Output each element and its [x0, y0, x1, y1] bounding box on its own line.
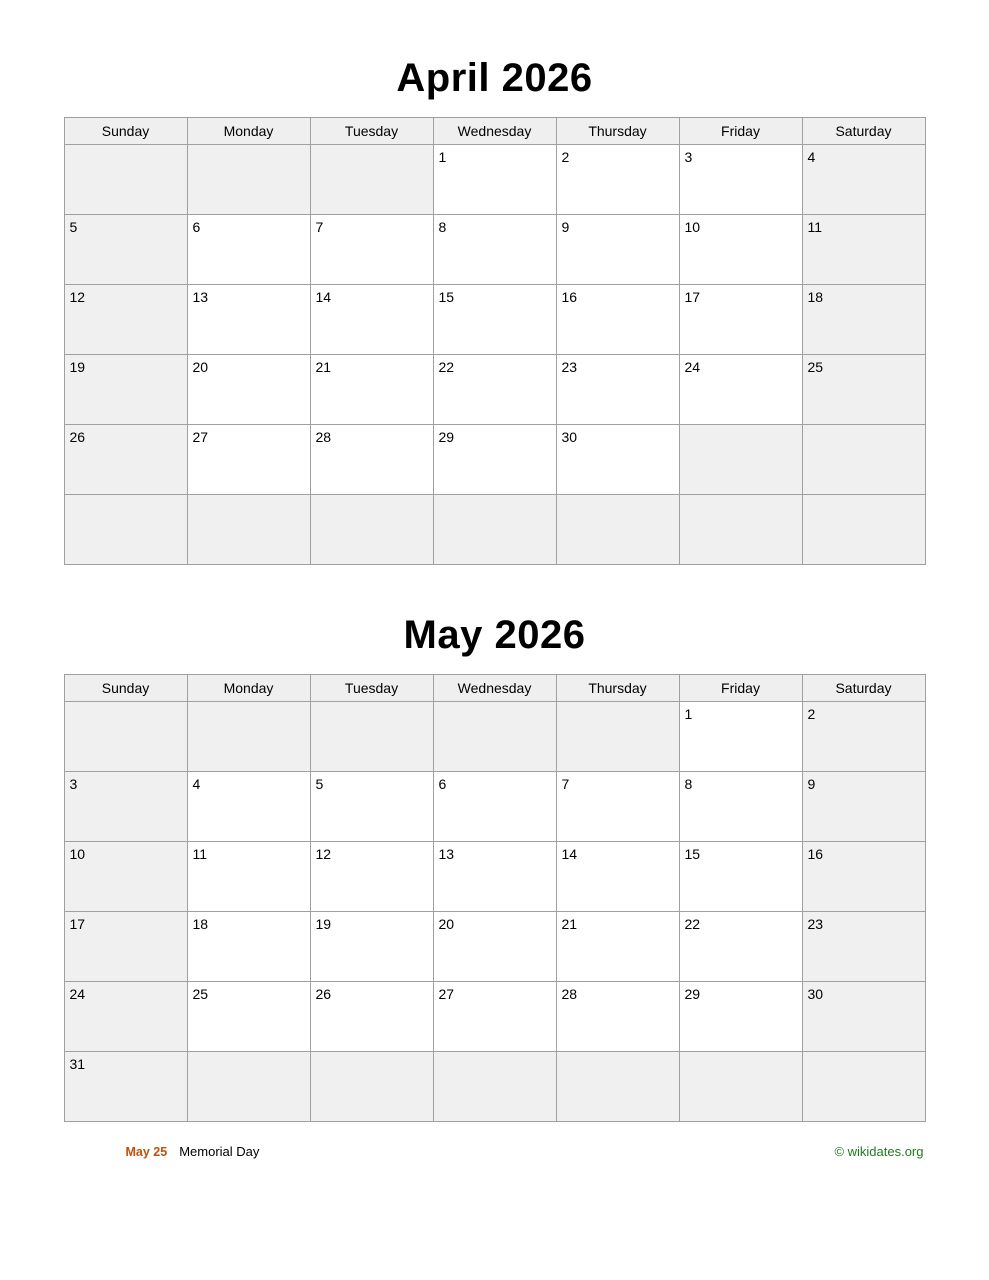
day-cell[interactable]: 6: [187, 215, 310, 285]
week-row: [64, 425, 925, 495]
day-cell[interactable]: 13: [433, 842, 556, 912]
month-block-may: [64, 565, 926, 1122]
calendar-table-may: [64, 674, 926, 1122]
day-cell[interactable]: [310, 1052, 433, 1122]
weekday-header-wednesday: Wednesday: [433, 675, 556, 702]
weekday-header-monday: Monday: [187, 675, 310, 702]
day-cell[interactable]: 21: [556, 912, 679, 982]
day-cell[interactable]: 15: [679, 842, 802, 912]
day-cell[interactable]: 6: [433, 772, 556, 842]
day-cell[interactable]: 26: [310, 982, 433, 1052]
day-cell[interactable]: 10: [679, 215, 802, 285]
day-cell[interactable]: 29: [433, 425, 556, 495]
day-cell[interactable]: 8: [679, 772, 802, 842]
day-cell[interactable]: 5: [310, 772, 433, 842]
day-cell[interactable]: [556, 495, 679, 565]
day-cell[interactable]: [802, 1052, 925, 1122]
day-cell[interactable]: [679, 1052, 802, 1122]
weekday-header-thursday: Thursday: [556, 118, 679, 145]
day-cell[interactable]: 27: [433, 982, 556, 1052]
week-row: [64, 285, 925, 355]
week-row: [64, 772, 925, 842]
day-cell[interactable]: [187, 145, 310, 215]
day-cell[interactable]: [679, 495, 802, 565]
day-cell[interactable]: 17: [679, 285, 802, 355]
day-cell[interactable]: 12: [310, 842, 433, 912]
weekday-header-wednesday: Wednesday: [433, 118, 556, 145]
day-cell[interactable]: 22: [433, 355, 556, 425]
day-cell[interactable]: [556, 702, 679, 772]
day-cell[interactable]: 12: [64, 285, 187, 355]
day-cell[interactable]: 26: [64, 425, 187, 495]
day-cell[interactable]: [433, 495, 556, 565]
holiday-name: Memorial Day: [179, 1144, 260, 1159]
day-cell[interactable]: 11: [187, 842, 310, 912]
day-cell[interactable]: 25: [802, 355, 925, 425]
weekday-header-sunday: Sunday: [64, 675, 187, 702]
day-cell[interactable]: [802, 425, 925, 495]
day-cell[interactable]: 11: [802, 215, 925, 285]
week-row: [64, 355, 925, 425]
day-cell[interactable]: 2: [802, 702, 925, 772]
day-cell[interactable]: 28: [556, 982, 679, 1052]
weekday-header-friday: Friday: [679, 118, 802, 145]
day-cell[interactable]: 15: [433, 285, 556, 355]
weekday-header-saturday: Saturday: [802, 675, 925, 702]
day-cell[interactable]: [187, 1052, 310, 1122]
week-row: [64, 1052, 925, 1122]
week-row: [64, 495, 925, 565]
month-block-april: [64, 0, 926, 565]
day-cell[interactable]: 18: [802, 285, 925, 355]
month-title-april: April 2026: [396, 56, 593, 100]
day-cell[interactable]: 16: [556, 285, 679, 355]
day-cell[interactable]: 17: [64, 912, 187, 982]
day-cell[interactable]: 9: [802, 772, 925, 842]
day-cell[interactable]: 19: [64, 355, 187, 425]
week-row: [64, 842, 925, 912]
day-cell[interactable]: 16: [802, 842, 925, 912]
site-credit[interactable]: © wikidates.org: [834, 1144, 924, 1159]
week-row: [64, 912, 925, 982]
day-cell[interactable]: 24: [679, 355, 802, 425]
weekday-header-row: [64, 675, 925, 702]
day-cell[interactable]: 30: [556, 425, 679, 495]
day-cell[interactable]: 4: [187, 772, 310, 842]
day-cell[interactable]: [433, 702, 556, 772]
day-cell[interactable]: 10: [64, 842, 187, 912]
day-cell[interactable]: 2: [556, 145, 679, 215]
day-cell[interactable]: 3: [64, 772, 187, 842]
day-cell[interactable]: 28: [310, 425, 433, 495]
day-cell[interactable]: 1: [433, 145, 556, 215]
day-cell[interactable]: [310, 702, 433, 772]
week-row: [64, 215, 925, 285]
week-row: [64, 145, 925, 215]
day-cell[interactable]: [64, 495, 187, 565]
day-cell[interactable]: 29: [679, 982, 802, 1052]
day-cell[interactable]: 27: [187, 425, 310, 495]
day-cell[interactable]: 1: [679, 702, 802, 772]
weekday-header-row: [64, 118, 925, 145]
weekday-header-tuesday: Tuesday: [310, 675, 433, 702]
day-cell[interactable]: [310, 495, 433, 565]
weekday-header-friday: Friday: [679, 675, 802, 702]
day-cell[interactable]: [802, 495, 925, 565]
day-cell[interactable]: 18: [187, 912, 310, 982]
day-cell[interactable]: 23: [556, 355, 679, 425]
day-cell[interactable]: 21: [310, 355, 433, 425]
week-row: [64, 982, 925, 1052]
day-cell[interactable]: 9: [556, 215, 679, 285]
day-cell[interactable]: 30: [802, 982, 925, 1052]
day-cell[interactable]: [64, 145, 187, 215]
holiday-legend: [64, 1144, 260, 1159]
day-cell[interactable]: [187, 495, 310, 565]
day-cell[interactable]: 3: [679, 145, 802, 215]
day-cell[interactable]: 4: [802, 145, 925, 215]
day-cell[interactable]: 25: [187, 982, 310, 1052]
day-cell[interactable]: [310, 145, 433, 215]
footer: [64, 1122, 926, 1159]
day-cell[interactable]: 14: [310, 285, 433, 355]
calendar-table-april: [64, 117, 926, 565]
day-cell[interactable]: 14: [556, 842, 679, 912]
day-cell[interactable]: 24: [64, 982, 187, 1052]
day-cell[interactable]: [433, 1052, 556, 1122]
weekday-header-saturday: Saturday: [802, 118, 925, 145]
day-cell[interactable]: 13: [187, 285, 310, 355]
day-cell[interactable]: 22: [679, 912, 802, 982]
month-title-may: May 2026: [403, 613, 586, 657]
day-cell[interactable]: 23: [802, 912, 925, 982]
day-cell[interactable]: [679, 425, 802, 495]
day-cell[interactable]: 8: [433, 215, 556, 285]
day-cell[interactable]: 20: [187, 355, 310, 425]
weekday-header-thursday: Thursday: [556, 675, 679, 702]
day-cell[interactable]: [187, 702, 310, 772]
weekday-header-sunday: Sunday: [64, 118, 187, 145]
day-cell[interactable]: 7: [310, 215, 433, 285]
day-cell[interactable]: 5: [64, 215, 187, 285]
day-cell[interactable]: 7: [556, 772, 679, 842]
weekday-header-monday: Monday: [187, 118, 310, 145]
holiday-date: May 25: [125, 1145, 168, 1159]
day-cell[interactable]: [64, 702, 187, 772]
day-cell[interactable]: 31: [64, 1052, 187, 1122]
day-cell[interactable]: [556, 1052, 679, 1122]
week-row: [64, 702, 925, 772]
weekday-header-tuesday: Tuesday: [310, 118, 433, 145]
day-cell[interactable]: 19: [310, 912, 433, 982]
day-cell[interactable]: 20: [433, 912, 556, 982]
